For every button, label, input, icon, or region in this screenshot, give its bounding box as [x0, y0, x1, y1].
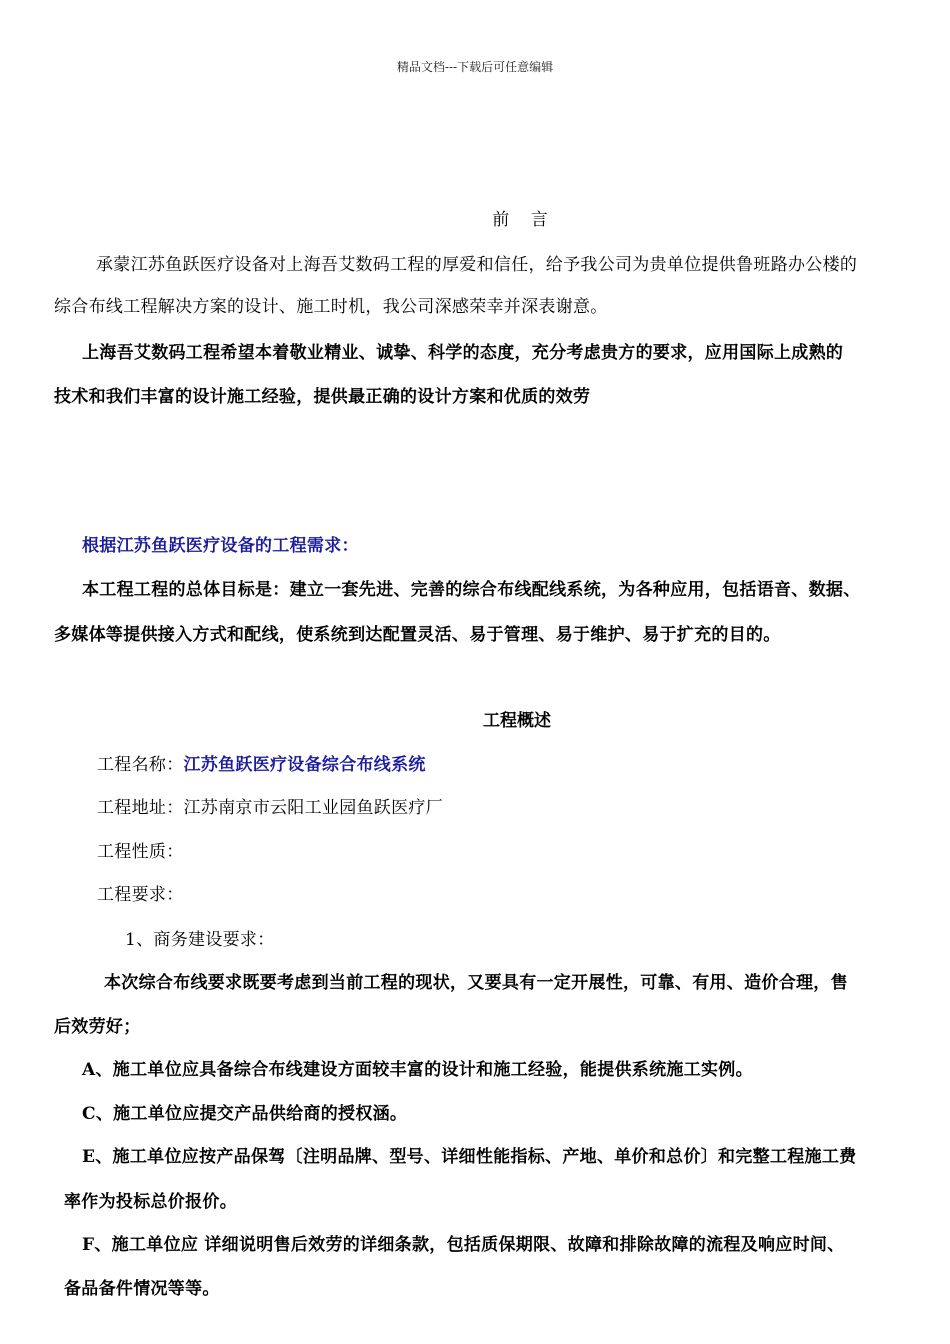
preface-paragraph-1-line-2: 综合布线工程解决方案的设计、施工时机，我公司深感荣幸并深表谢意。 [54, 297, 608, 317]
requirement-item-e-line-1: E、施工单位应按产品保驾〔注明品牌、型号、详细性能指标、产地、单价和总价〕和完整工程施工费 [82, 1147, 857, 1167]
requirement-item-f-line-2: 备品备件情况等等。 [64, 1279, 220, 1299]
business-intro-line-1: 本次综合布线要求既要考虑到当前工程的现状，又要具有一定开展性，可靠、有用、造价合理，售 [104, 973, 848, 993]
business-intro-line-2: 后效劳好； [54, 1017, 141, 1037]
preface-paragraph-2-line-2: 技术和我们丰富的设计施工经验，提供最正确的设计方案和优质的效劳 [54, 387, 591, 407]
project-requirements-label: 工程要求： [97, 885, 184, 905]
business-requirements-heading: 1、商务建设要求： [125, 930, 275, 950]
preface-paragraph-2-line-1: 上海吾艾数码工程希望本着敬业精业、诚挚、科学的态度，充分考虑贵方的要求，应用国际上成熟的 [82, 343, 844, 363]
requirements-heading: 根据江苏鱼跃医疗设备的工程需求： [82, 536, 359, 556]
requirement-item-e-line-2: 率作为投标总价报价。 [64, 1192, 237, 1212]
project-nature: 工程性质： [97, 842, 184, 862]
page-header: 精品文档---下载后可任意编辑 [396, 60, 554, 74]
overview-title: 工程概述 [483, 711, 551, 731]
project-name-label: 工程名称： [97, 755, 184, 775]
requirements-paragraph-line-2: 多媒体等提供接入方式和配线，使系统到达配置灵活、易于管理、易于维护、易于扩充的目的。 [54, 625, 781, 645]
project-name-value: 江苏鱼跃医疗设备综合布线系统 [183, 755, 426, 775]
requirements-paragraph-line-1: 本工程工程的总体目标是：建立一套先进、完善的综合布线配线系统，为各种应用，包括语音、数据、 [82, 580, 861, 600]
requirement-item-f-line-1: F、施工单位应 详细说明售后效劳的详细条款，包括质保期限、故障和排除故障的流程及响应时间、 [82, 1235, 845, 1255]
preface-paragraph-1-line-1: 承蒙江苏鱼跃医疗设备对上海吾艾数码工程的厚爱和信任，给予我公司为贵单位提供鲁班路办公楼的 [96, 255, 858, 275]
requirement-item-c: C、施工单位应提交产品供给商的授权涵。 [82, 1104, 408, 1124]
project-address: 工程地址：江苏南京市云阳工业园鱼跃医疗厂 [97, 798, 443, 818]
preface-title: 前 言 [492, 210, 548, 230]
requirement-item-a: A、施工单位应具备综合布线建设方面较丰富的设计和施工经验，能提供系统施工实例。 [82, 1060, 753, 1080]
project-name-row [97, 750, 426, 775]
